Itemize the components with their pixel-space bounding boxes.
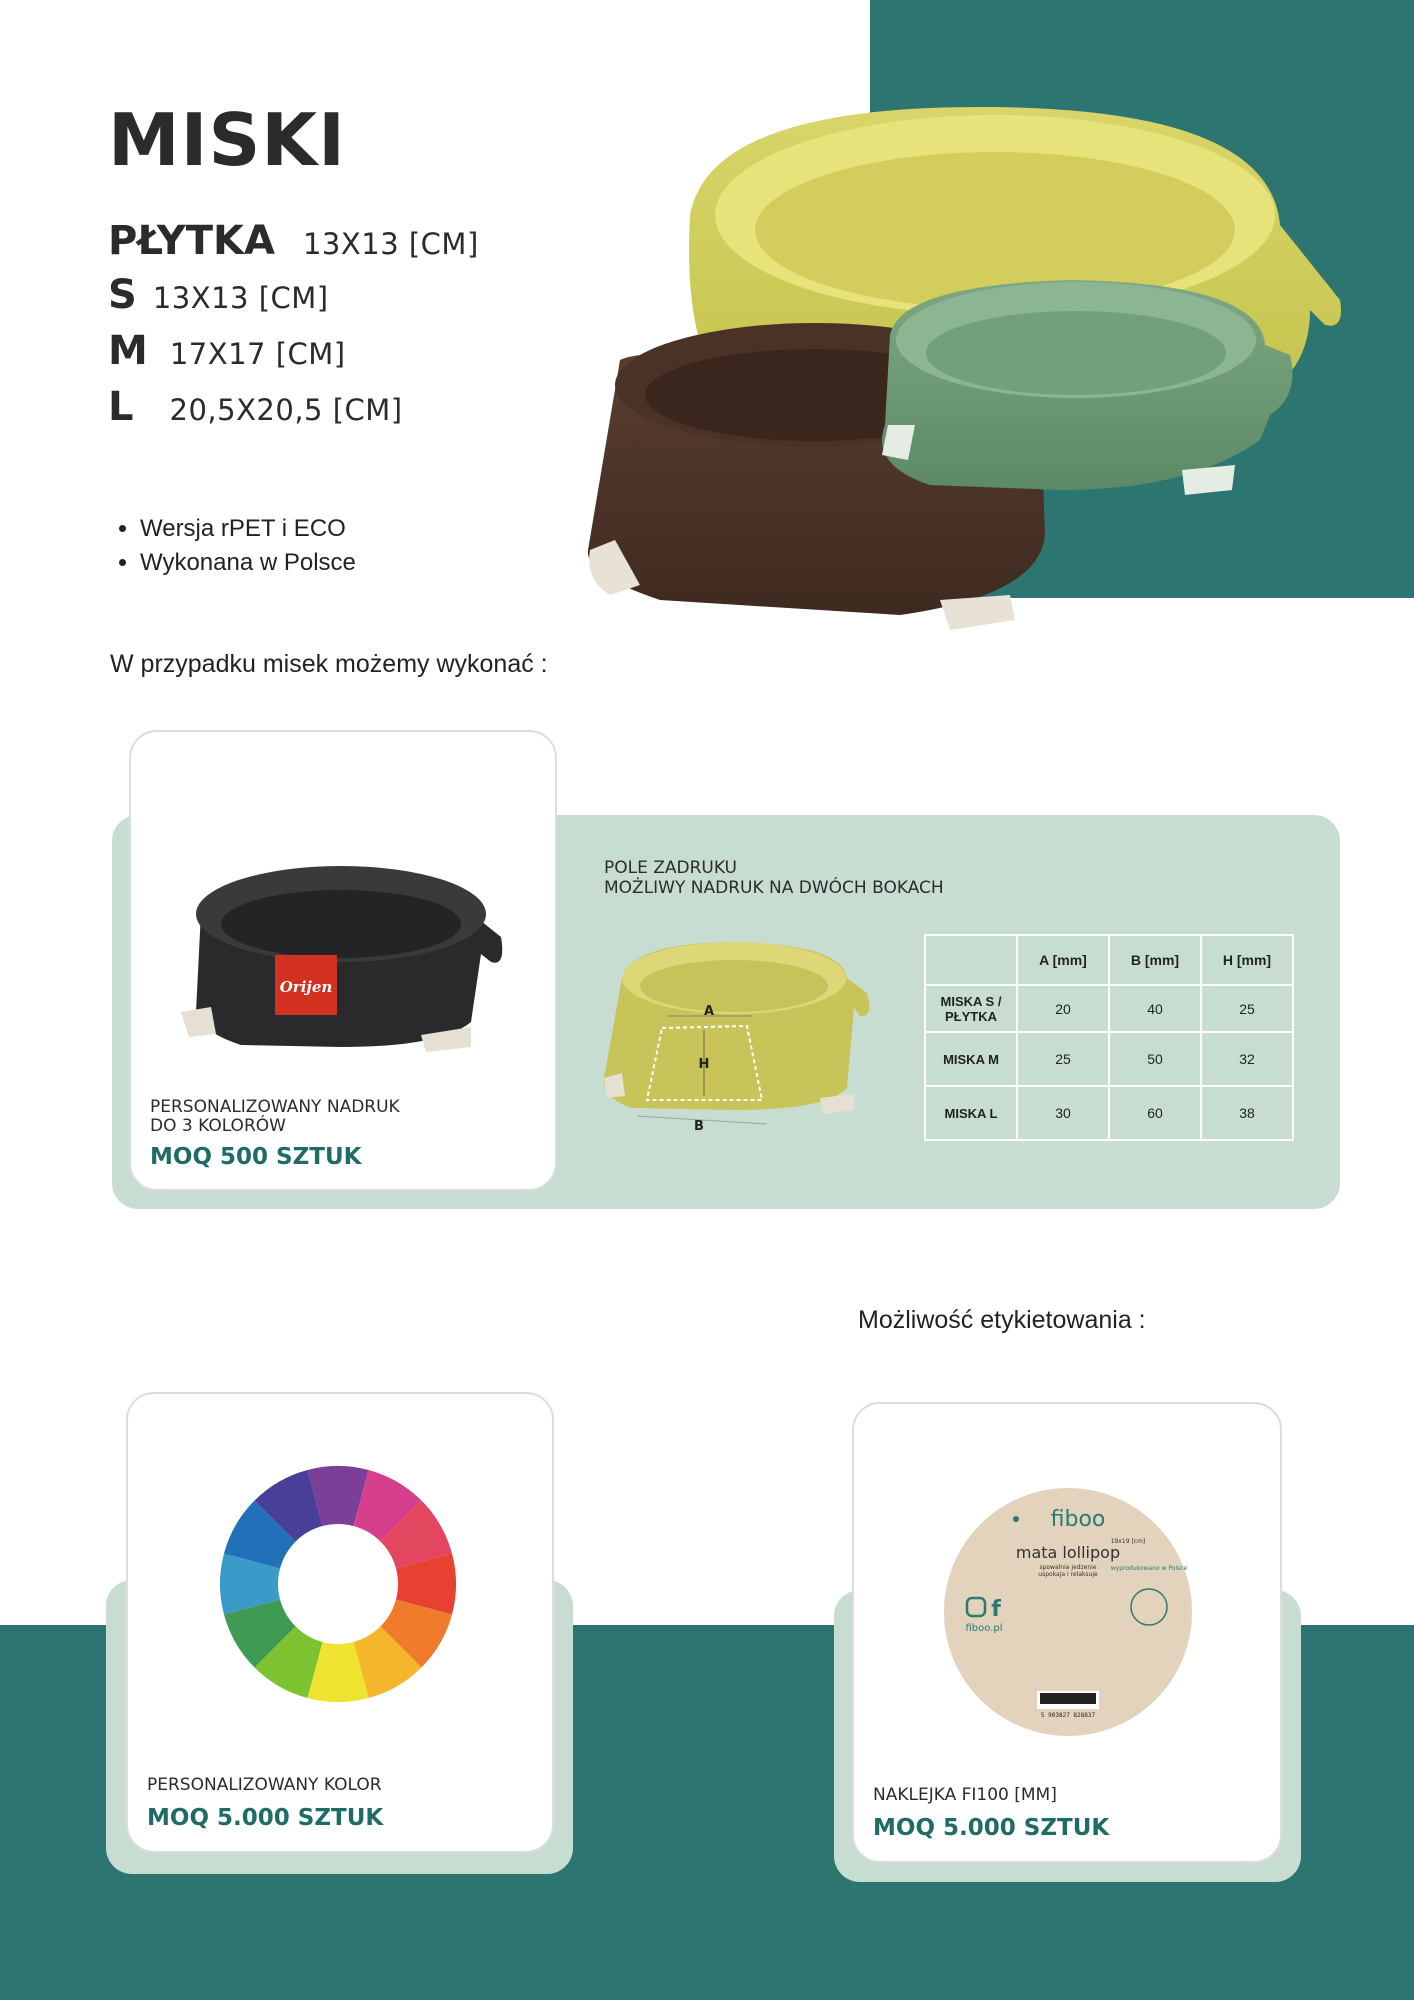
facebook-icon: f [991, 1597, 1001, 1622]
sticker-sub1: spowalnia jedzenie [1039, 1564, 1097, 1571]
table-row-name: MISKA M [925, 1032, 1017, 1086]
color-wheel-image [218, 1464, 458, 1704]
feature-list [108, 512, 356, 580]
bowls-hero-image [570, 95, 1350, 645]
table-row [925, 1032, 1293, 1086]
table-row-name: MISKA L [925, 1086, 1017, 1140]
table-cell: 60 [1109, 1086, 1201, 1140]
sticker-sub2: uspokaja i relaksuje [1038, 1571, 1098, 1578]
table-cell: 40 [1109, 985, 1201, 1032]
dimensions-table [924, 934, 1294, 1141]
table-row-name: MISKA S / PŁYTKA [925, 985, 1017, 1032]
color-card [126, 1392, 554, 1853]
print-area-line1: POLE ZADRUKU [604, 858, 738, 878]
sticker-card-moq: MOQ 5.000 SZTUK [873, 1815, 1110, 1841]
sticker-card [852, 1402, 1282, 1863]
feature-item: • Wersja rPET i ECO [140, 512, 356, 546]
sticker-image [942, 1486, 1194, 1738]
table-cell: 38 [1201, 1086, 1293, 1140]
size-value: 13X13 [CM] [302, 227, 479, 261]
diagram-label-b: B [694, 1119, 704, 1134]
print-area-diagram [592, 938, 872, 1138]
sticker-ring-text: wyprodukowano w Polsce [1110, 1565, 1188, 1572]
size-label: PŁYTKA [108, 218, 275, 264]
table-cell: 20 [1017, 985, 1109, 1032]
sticker-brand: fiboo [1050, 1507, 1106, 1532]
print-card [129, 730, 557, 1191]
size-row-l [108, 384, 403, 430]
print-area-description [604, 858, 944, 898]
size-value: 17X17 [CM] [169, 337, 346, 371]
table-cell: 25 [1017, 1032, 1109, 1086]
sticker-card-text [873, 1786, 1109, 1841]
sticker-barcode-number: 5 903827 828837 [1040, 1712, 1096, 1719]
sticker-product: mata lollipop [1015, 1543, 1121, 1562]
print-card-moq: MOQ 500 SZTUK [150, 1144, 362, 1170]
print-area-line2: MOŻLIWY NADRUK NA DWÓCH BOKACH [604, 878, 944, 898]
table-header-cell: H [mm] [1201, 935, 1293, 985]
sticker-site: fiboo.pl [965, 1623, 1003, 1634]
size-row-m [108, 328, 346, 374]
print-card-label-line2: DO 3 KOLORÓW [150, 1116, 286, 1136]
intro-text: W przypadku misek możemy wykonać : [110, 650, 548, 678]
table-header-cell: A [mm] [1017, 935, 1109, 985]
table-cell: 30 [1017, 1086, 1109, 1140]
table-row [925, 1086, 1293, 1140]
size-value: 20,5X20,5 [CM] [169, 393, 403, 427]
black-bowl-image [171, 842, 521, 1052]
sticker-card-label: NAKLEJKA FI100 [MM] [873, 1785, 1057, 1805]
table-header-row [925, 935, 1293, 985]
table-header-cell [925, 935, 1017, 985]
color-card-text [147, 1776, 383, 1831]
sticker-size: 19x19 [cm] [1110, 1538, 1146, 1545]
table-cell: 32 [1201, 1032, 1293, 1086]
table-row [925, 985, 1293, 1032]
table-header-cell: B [mm] [1109, 935, 1201, 985]
size-row-s [108, 272, 329, 318]
size-label: L [108, 384, 134, 430]
print-card-text [150, 1098, 400, 1170]
page-title: MISKI [108, 98, 346, 182]
diagram-label-a: A [703, 1004, 715, 1019]
table-cell: 50 [1109, 1032, 1201, 1086]
orijen-logo-text: Orijen [279, 978, 333, 996]
color-card-label: PERSONALIZOWANY KOLOR [147, 1775, 382, 1795]
feature-item: • Wykonana w Polsce [140, 546, 356, 580]
labeling-heading: Możliwość etykietowania : [858, 1306, 1146, 1334]
color-card-moq: MOQ 5.000 SZTUK [147, 1805, 384, 1831]
print-card-label-line1: PERSONALIZOWANY NADRUK [150, 1097, 400, 1117]
size-value: 13X13 [CM] [152, 281, 329, 315]
size-label: M [108, 328, 148, 374]
diagram-label-h: H [698, 1057, 710, 1072]
size-row-plytka [108, 218, 479, 264]
size-label: S [108, 272, 137, 318]
table-cell: 25 [1201, 985, 1293, 1032]
